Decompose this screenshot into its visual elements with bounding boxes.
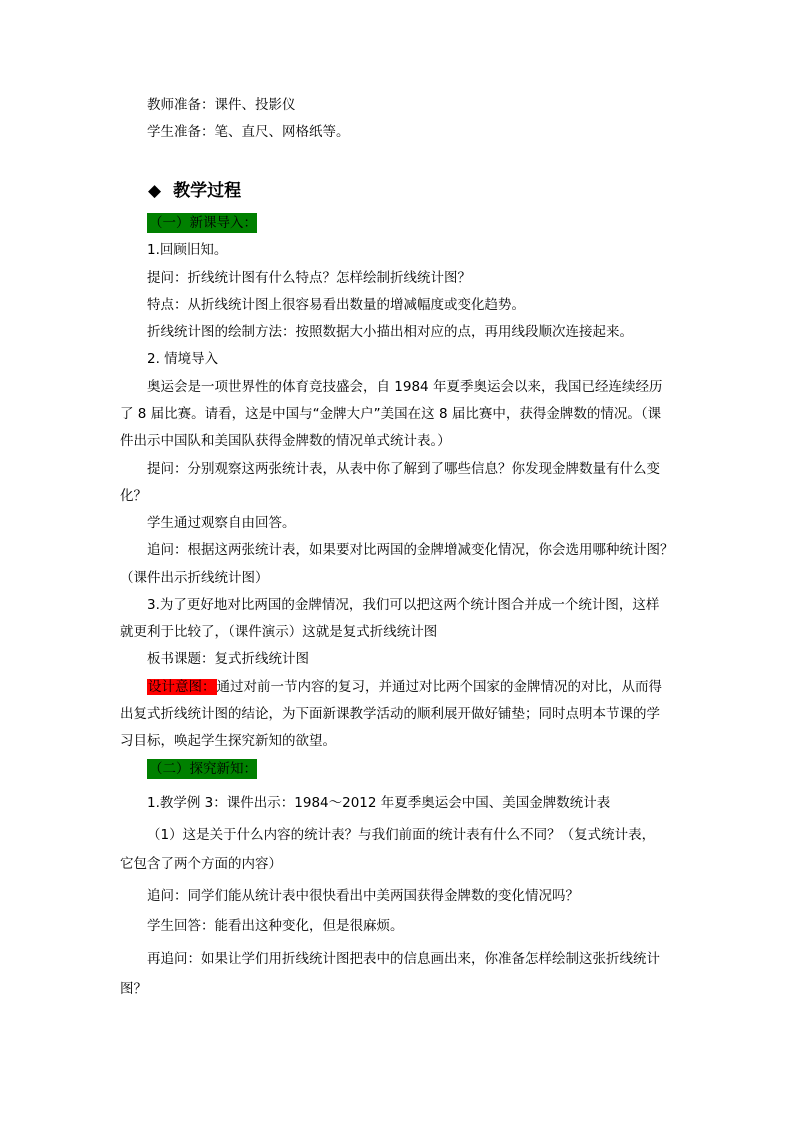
situation-title: 2. 情境导入 <box>147 351 219 367</box>
question-2-line-2: 化？ <box>120 488 147 504</box>
board-title: 板书课题：复式折线统计图 <box>147 651 309 667</box>
step3-line-1: 3.为了更好地对比两国的金牌情况，我们可以把这两个统计图合并成一个统计图，这样 <box>147 597 660 613</box>
student-answer-2: 学生回答：能看出这种变化，但是很麻烦。 <box>147 918 404 934</box>
example-3: 1.教学例 3：课件出示：1984～2012 年夏季奥运会中国、美国金牌数统计表 <box>147 795 611 811</box>
table-question-line-2: 它包含了两个方面的内容） <box>120 856 282 872</box>
followup-line-2: （课件出示折线统计图） <box>120 570 269 586</box>
followup-3-line-2: 图？ <box>120 981 147 997</box>
question-1: 提问：折线统计图有什么特点？怎样绘制折线统计图？ <box>147 270 471 286</box>
followup-2: 追问：同学们能从统计表中很快看出中美两国获得金牌数的变化情况吗？ <box>147 888 579 904</box>
student-prep: 学生准备：笔、直尺、网格纸等。 <box>147 124 350 140</box>
design-intent-line-2: 出复式折线统计图的结论，为下面新课教学活动的顺利展开做好铺垫；同时点明本节课的学 <box>120 706 660 722</box>
heading-text: 教学过程 <box>173 181 242 201</box>
table-question-line-1: （1）这是关于什么内容的统计表？与我们前面的统计表有什么不同？（复式统计表， <box>147 827 656 843</box>
design-intent-label: 设计意图： <box>148 679 216 695</box>
section-explore <box>147 759 257 779</box>
followup-line-1: 追问：根据这两张统计表，如果要对比两国的金牌增减变化情况，你会选用哪种统计图？ <box>147 542 674 558</box>
section-new-lesson <box>147 213 257 233</box>
student-answer-1: 学生通过观察自由回答。 <box>147 515 296 531</box>
feature-text: 特点：从折线统计图上很容易看出数量的增减幅度或变化趋势。 <box>147 297 525 313</box>
question-2-line-1: 提问：分别观察这两张统计表，从表中你了解到了哪些信息？你发现金牌数量有什么变 <box>147 461 660 477</box>
teacher-prep: 教师准备：课件、投影仪 <box>147 97 296 113</box>
step3-line-2: 就更利于比较了，（课件演示）这就是复式折线统计图 <box>120 624 438 640</box>
section-label-1: （一）新课导入： <box>149 215 257 231</box>
olympic-paragraph-line-1: 奥运会是一项世界性的体育竞技盛会，自 1984 年夏季奥运会以来，我国已经连续经历 <box>147 379 663 395</box>
olympic-paragraph-line-3: 件出示中国队和美国队获得金牌数的情况单式统计表。） <box>120 433 451 449</box>
followup-3-line-1: 再追问：如果让学们用折线统计图把表中的信息画出来，你准备怎样绘制这张折线统计 <box>147 951 660 967</box>
section-label-2: （二）探究新知： <box>149 761 257 777</box>
design-intent-text: 通过对前一节内容的复习，并通过对比两个国家的金牌情况的对比，从而得 <box>216 679 662 695</box>
diamond-bullet-icon: ◆ <box>148 181 162 201</box>
method-text: 折线统计图的绘制方法：按照数据大小描出相对应的点，再用线段顺次连接起来。 <box>147 324 633 340</box>
design-intent-line-1 <box>147 677 662 697</box>
review-title: 1.回顾旧知。 <box>147 242 228 258</box>
section-heading <box>148 180 241 202</box>
design-intent-line-3: 习目标，唤起学生探究新知的欲望。 <box>120 733 336 749</box>
olympic-paragraph-line-2: 了 8 届比赛。请看，这是中国与“金牌大户”美国在这 8 届比赛中，获得金牌数的情况。（课 <box>120 406 662 422</box>
